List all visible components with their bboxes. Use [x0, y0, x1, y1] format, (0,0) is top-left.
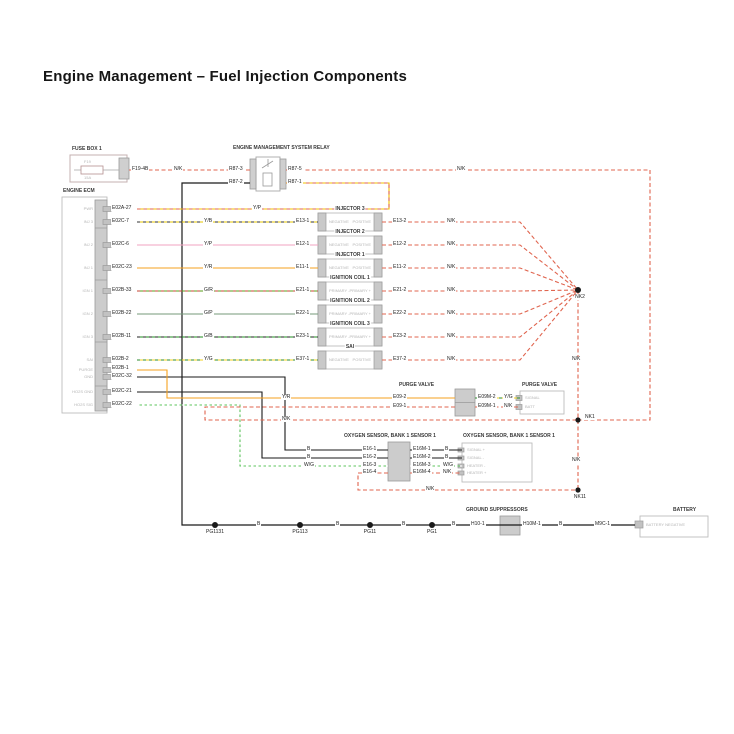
- ground-point-label: PG113: [292, 529, 308, 535]
- wire-color-label: Y/P: [253, 205, 262, 211]
- component-pin-label: E21-2: [393, 287, 407, 293]
- component-label: IGNITION COIL 3: [330, 321, 370, 327]
- connector-pin-label: E09-2: [393, 394, 407, 400]
- component-label: SAI: [345, 344, 355, 350]
- relay-shape: [250, 157, 286, 191]
- component-internal-label: POSITIVE: [352, 265, 371, 270]
- component-pin-label: E22-1: [296, 310, 310, 316]
- component-pin-label: E37-2: [393, 356, 407, 362]
- page-title: Engine Management – Fuel Injection Components: [43, 68, 408, 85]
- wire-color-label: B: [445, 446, 449, 452]
- connector-pin-label: M9C-1: [595, 521, 611, 527]
- component-label: INJECTOR 2: [335, 229, 365, 235]
- component-internal-label: NEGATIVE: [329, 265, 349, 270]
- ecm-pin-label: E02C-22: [112, 401, 132, 407]
- oxygen-sensor-connector-label: OXYGEN SENSOR, BANK 1 SENSOR 1: [344, 433, 436, 439]
- wire-color-label: N/K: [447, 310, 456, 316]
- ecm-pin-label: E02B-22: [112, 310, 132, 316]
- wire-color-label: B: [559, 521, 563, 527]
- component-internal-label: NEGATIVE: [329, 219, 349, 224]
- component-internal-label: PRIMARY -: [329, 288, 350, 293]
- component-pin-label: E11-2: [393, 264, 406, 270]
- wire-color-label: Y/R: [282, 394, 291, 400]
- wire-color-label: G/P: [204, 310, 213, 316]
- component-internal-label: PRIMARY +: [349, 311, 371, 316]
- component-pin-label: E23-1: [296, 333, 310, 339]
- connector-pin-label: E09-1: [393, 403, 407, 409]
- component-label: IGNITION COIL 2: [330, 298, 370, 304]
- component-pin-label: E21-1: [296, 287, 310, 293]
- relay-pin-label: R87-3: [229, 166, 243, 172]
- ecm-pin-function-label: HO2S GND: [72, 389, 93, 394]
- fuse-box-shape: [70, 155, 129, 182]
- wire-color-label: B: [452, 521, 456, 527]
- ground-suppressor-label: GROUND SUPPRESSORS: [466, 507, 528, 513]
- connector-pin-label: H10M-1: [523, 521, 541, 527]
- component-internal-label: PRIMARY +: [349, 288, 371, 293]
- ecm-shape: [62, 197, 111, 413]
- relay-label: ENGINE MANAGEMENT SYSTEM RELAY: [233, 145, 330, 151]
- wire-color-label: N/K: [174, 166, 183, 172]
- wire-color-label: B: [336, 521, 340, 527]
- component-pin-label: E23-2: [393, 333, 407, 339]
- relay-pin-label: R87-5: [288, 166, 302, 172]
- connector-pin-label: E16-1: [363, 446, 377, 452]
- relay-pin-label: R87-1: [288, 179, 302, 185]
- purge-valve-internal-label: BATT: [525, 404, 535, 409]
- wire-color-label: N/K: [572, 356, 581, 362]
- component-internal-label: POSITIVE: [352, 357, 371, 362]
- wire-color-label: G/R: [204, 287, 213, 293]
- oxygen-sensor-internal-label: SIGNAL +: [467, 447, 485, 452]
- component-label: INJECTOR 1: [335, 252, 365, 258]
- wire-color-label: W/G: [443, 462, 453, 468]
- wire-color-label: N/K: [457, 166, 466, 172]
- ecm-pin-function-label: IGN 3: [82, 334, 93, 339]
- ground-point-label: PG11: [363, 529, 377, 535]
- ecm-pin-label: E02B-1: [112, 365, 129, 371]
- connector-pin-label: E16M-1: [413, 446, 431, 452]
- ecm-pin-function-label: IGN 2: [82, 311, 93, 316]
- relay-pin-label: R87-2: [229, 179, 243, 185]
- wire-color-label: N/K: [572, 457, 581, 463]
- ecm-pin-function-label: SAI: [86, 357, 93, 362]
- fuse-rating-label: 15A: [84, 175, 92, 180]
- component-pin-label: E13-2: [393, 218, 407, 224]
- ecm-pin-label: E02C-7: [112, 218, 129, 224]
- wire-color-label: Y/P: [204, 241, 213, 247]
- fuse-id-label: F19: [84, 159, 91, 164]
- junction-label: NK1: [585, 414, 595, 420]
- ground-point-label: PG1131: [206, 529, 224, 535]
- battery-internal-label: BATTERY NEGATIVE: [646, 522, 686, 527]
- ecm-pin-function-label: IGN 1: [82, 288, 93, 293]
- oxygen-sensor-internal-label: SIGNAL -: [467, 455, 484, 460]
- ecm-pin-function-label: INJ 2: [83, 242, 93, 247]
- ecm-pin-function-label: PWR: [83, 206, 93, 211]
- component-label: INJECTOR 3: [335, 206, 365, 212]
- ecm-pin-label: E02B-2: [112, 356, 129, 362]
- fuse-box-label: FUSE BOX 1: [72, 146, 102, 152]
- wire-color-label: N/K: [447, 218, 456, 224]
- component-internal-label: NEGATIVE: [329, 357, 349, 362]
- wire-color-label: G/B: [204, 333, 213, 339]
- wire-color-label: N/K: [282, 416, 291, 422]
- wire-color-label: B: [307, 454, 311, 460]
- wire-color-label: N/K: [447, 333, 456, 339]
- component-pin-label: E37-1: [296, 356, 310, 362]
- connector-pin-label: E16-4: [363, 469, 377, 475]
- component-internal-label: PRIMARY +: [349, 334, 371, 339]
- ecm-pin-function-label: INJ 3: [83, 219, 93, 224]
- wire-color-label: N/K: [504, 403, 513, 409]
- component-internal-label: POSITIVE: [352, 219, 371, 224]
- oxygen-sensor-internal-label: HEATER +: [467, 470, 487, 475]
- connector-pin-label: E16M-3: [413, 462, 431, 468]
- ecm-label: ENGINE ECM: [63, 188, 95, 194]
- connector-pin-label: H10-1: [471, 521, 485, 527]
- wire-color-label: Y/G: [504, 394, 513, 400]
- component-pin-label: E12-2: [393, 241, 407, 247]
- connector-pin-label: E09M-1: [478, 403, 496, 409]
- ground-point-label: PG1: [426, 529, 438, 535]
- component-internal-label: PRIMARY -: [329, 311, 350, 316]
- purge-valve-connector-label: PURGE VALVE: [399, 382, 435, 388]
- oxygen-sensor-shapes: [388, 442, 532, 482]
- connector-pin-label: E16-2: [363, 454, 377, 460]
- connector-pin-label: E16M-4: [413, 469, 431, 475]
- component-pin-label: E11-1: [296, 264, 309, 270]
- ecm-pin-function-label: HO2S SIG: [74, 402, 93, 407]
- wire-color-label: B: [257, 521, 261, 527]
- component-internal-label: PRIMARY -: [329, 334, 350, 339]
- component-pin-label: E13-1: [296, 218, 310, 224]
- connector-pin-label: E16-3: [363, 462, 377, 468]
- wire-color-label: B: [445, 454, 449, 460]
- ecm-pin-label: E02B-33: [112, 287, 132, 293]
- wire-color-label: Y/G: [204, 356, 213, 362]
- wire-color-label: N/K: [426, 486, 435, 492]
- wire-color-label: Y/B: [204, 218, 213, 224]
- junction-label: NK11: [573, 494, 587, 500]
- connector-pin-label: E16M-2: [413, 454, 431, 460]
- fuse-pin-label: F19-4B: [132, 166, 149, 172]
- component-pin-label: E22-2: [393, 310, 407, 316]
- ecm-pin-function-label: GND: [84, 374, 93, 379]
- component-label: IGNITION COIL 1: [330, 275, 370, 281]
- wire-color-label: Y/R: [204, 264, 213, 270]
- wire-color-label: B: [307, 446, 311, 452]
- wire-color-label: N/K: [447, 264, 456, 270]
- wire-color-label: N/K: [443, 469, 452, 475]
- component-internal-label: POSITIVE: [352, 242, 371, 247]
- battery-label: BATTERY: [673, 507, 697, 513]
- ecm-pin-function-label: INJ 1: [83, 265, 93, 270]
- purge-valve-label: PURGE VALVE: [522, 382, 558, 388]
- junction-label: NK2: [575, 294, 585, 300]
- oxygen-sensor-internal-label: HEATER -: [467, 463, 486, 468]
- component-internal-label: NEGATIVE: [329, 242, 349, 247]
- ecm-pin-function-label: PURGE: [78, 367, 93, 372]
- oxygen-sensor-label: OXYGEN SENSOR, BANK 1 SENSOR 1: [463, 433, 555, 439]
- ecm-pin-label: E02C-32: [112, 373, 132, 379]
- wire-color-label: B: [402, 521, 406, 527]
- wire-color-label: N/K: [447, 287, 456, 293]
- connector-pin-label: E09M-2: [478, 394, 496, 400]
- ecm-pin-label: E02A-27: [112, 205, 132, 211]
- ecm-pin-label: E02C-23: [112, 264, 132, 270]
- component-pin-label: E12-1: [296, 241, 310, 247]
- ecm-pin-label: E02C-21: [112, 388, 132, 394]
- wire-color-label: W/G: [304, 462, 314, 468]
- purge-valve-internal-label: SIGNAL: [525, 395, 540, 400]
- ecm-pin-label: E02B-11: [112, 333, 132, 339]
- ecm-pin-label: E02C-6: [112, 241, 129, 247]
- wire-color-label: N/K: [447, 356, 456, 362]
- wire-color-label: N/K: [447, 241, 456, 247]
